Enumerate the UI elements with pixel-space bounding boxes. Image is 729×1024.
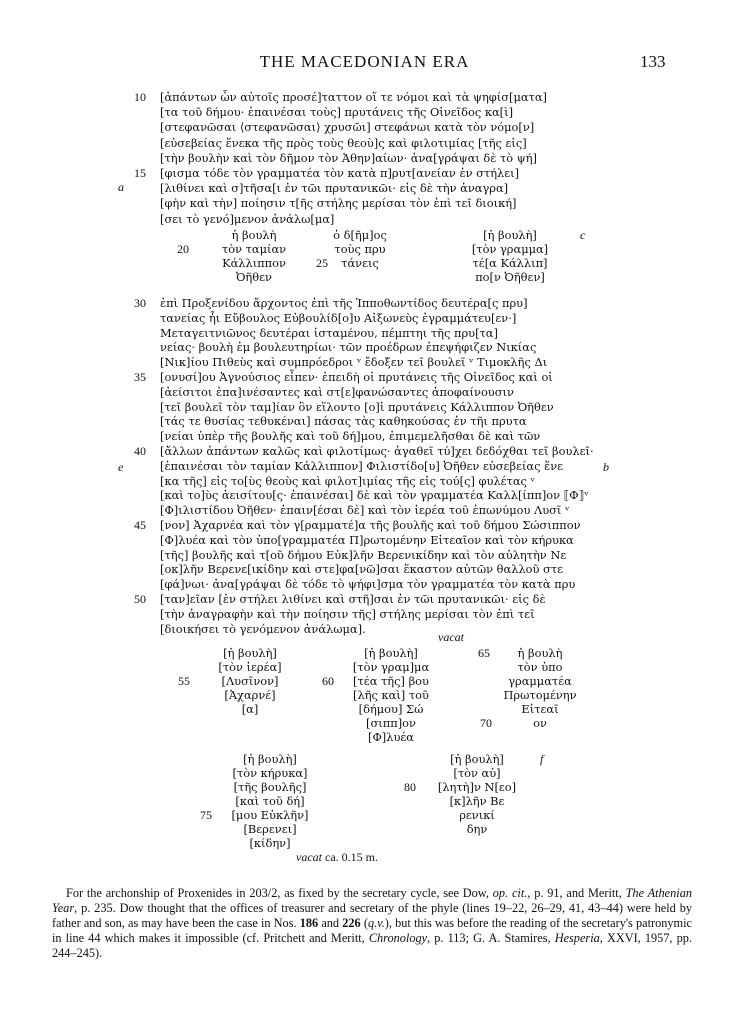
wreath-line: [ἡ βουλὴ]	[450, 752, 504, 766]
wreath-line: [τὸν κήρυκα]	[232, 766, 308, 780]
wreath-line: [καὶ τοῦ δή]	[235, 794, 305, 808]
inscription-line: [εὐσεβείας ἕνεκα τῆς πρὸς τοὺς θεοὺ]ς καὶ φιλοτιμίας [τῆς εἰς]	[160, 135, 527, 150]
line-number: 40	[134, 444, 146, 458]
line-number: 70	[480, 716, 492, 730]
wreath-priest	[195, 646, 305, 716]
line-number: 25	[316, 256, 328, 270]
wreath-line: [ἡ βουλὴ]	[243, 752, 297, 766]
wreath-line: [Φ]λυέα	[368, 730, 414, 744]
margin-letter-e: e	[118, 460, 124, 474]
page-number: 133	[640, 52, 666, 71]
inscription-line: νείας· βουλὴ ἐμ βουλευτηρίωι· τῶν προέδρων ἐπεψήφιζεν Νικίας	[160, 340, 537, 355]
vacat-label: vacat	[438, 630, 464, 644]
wreath-line: πο[ν Ὀῆθεν]	[475, 270, 545, 284]
running-header-title: THE MACEDONIAN ERA	[259, 52, 470, 71]
line-number: 75	[200, 808, 212, 822]
wreath-line: Πρωτομένην	[503, 688, 577, 702]
inscription-line: [Φ]λυέα καὶ τὸν ὑπο[γραμματέα Π]ρωτομένην Εἰτεαῖον καὶ τὸν κήρυκα	[160, 532, 574, 547]
wreath-line: [κ]λῆν Βε	[449, 794, 505, 808]
margin-letter-a: a	[118, 180, 124, 194]
commentary-segment: 186	[299, 916, 319, 930]
line-number: 45	[134, 518, 146, 532]
line-number: 35	[134, 370, 146, 384]
wreath-line: Εἰτεαῖ	[521, 702, 559, 716]
wreath-line: γραμματέα	[508, 674, 572, 688]
commentary-segment: , p. 91, and Meritt,	[527, 886, 626, 900]
inscription-line: [Φ]ιλιστίδου Ὀῆθεν· ἐπαιν[έσαι δὲ] καὶ τὸν ἱερέα τοῦ ἐπωνύμου Λυσῖ ᵛ	[160, 503, 570, 518]
wreath-line: [λητὴ]ν Ν[εο]	[437, 780, 517, 794]
wreath-line: [δήμου] Σώ	[358, 702, 424, 716]
inscription-line: [ἁπάντων ὧν αὐτοῖς προσέ]ταττον οἵ τε νόμοι καὶ τὰ ψηφίσ[ματα]	[160, 90, 547, 104]
line-number: 80	[404, 780, 416, 794]
inscription-line: [ἐπαινέσαι τὸν ταμίαν Κάλλιππον] Φιλιστίδο[υ] Ὀῆθεν εὐσεβείας ἕνε	[160, 458, 564, 473]
inscription-line: [φά]νωι· ἀνα[γράψαι δὲ τόδε τὸ ψήφι]σμα τὸν γραμματέα τὸν κατὰ πρυ	[160, 577, 576, 592]
margin-letter-c: c	[580, 228, 586, 242]
vacat-size: ca. 0.15 m.	[325, 850, 378, 864]
wreath-line: τὸν ταμίαν	[221, 242, 287, 256]
wreath-line: [τὸν γραμ]μα	[352, 660, 430, 674]
inscription-line: [τῆς] βουλῆς καὶ τ[οῦ δήμου Εὐκ]λῆν Βερενικίδην καὶ τὸν αὐλητὴν Νε	[160, 547, 567, 562]
commentary-segment: The Athenian Year	[52, 886, 693, 915]
inscription-line: [νον] Ἀχαρνέα καὶ τὸν γ[ραμματέ]α τῆς βουλῆς καὶ τοῦ δήμου Σώσιππον	[160, 518, 581, 532]
inscription-line: τανείας ἧι Εὔβουλος Εὐβουλίδ[ο]υ Αἰξωνεὺς ἐγραμμάτευ[εν·]	[160, 310, 517, 325]
line-number: 15	[134, 166, 146, 180]
inscription-line: [καὶ το]ὺς ἀεισίτου[ς· ἐπαινέσαι] δὲ καὶ τὸν γραμματέα Καλλ[ίππ]ον ⟦Φ⟧ᵛ	[160, 488, 589, 503]
inscription-line: [Νικ]ίου Πιθεὺς καὶ συμπρόεδροι ᵛ ἔδοξεν τεῖ βουλεῖ ᵛ Τιμοκλῆς Δι	[160, 355, 548, 370]
wreath-line: [Βερενει]	[243, 822, 297, 836]
inscription-line: [κα τῆς] εἰς το[ὺς θεοὺς καὶ φιλοτ]ιμίας τῆς εἰς τού[ς] φυλέτας ᵛ	[160, 473, 535, 488]
wreath-line: [τὸν ἱερέα]	[218, 660, 282, 674]
wreath-line: ὁ δ[ῆμ]ος	[333, 228, 387, 242]
line-number: 50	[134, 592, 146, 606]
inscription-line: [νείαι ὑπὲρ τῆς βουλῆς καὶ τοῦ δή]μου, ἐπιμεμελῆσθαι δὲ καὶ τῶν	[160, 429, 541, 444]
line-number: 55	[178, 674, 190, 688]
inscription-line: [τεῖ βουλεῖ τὸν ταμ]ίαν ὃν εἵλοντο [ο]ἱ πρυτάνεις Κάλλιππον Ὀῆθεν	[160, 399, 554, 414]
wreath-line: ον	[533, 716, 547, 730]
inscription-line: [ἀείσιτοι ἐπα]ινέσαντες καὶ στ[ε]φανώσαντες ἀποφαίνουσιν	[160, 384, 514, 399]
wreath-line: [Ἀχαρνέ]	[224, 688, 276, 702]
commentary-segment: For the archonship of Proxenides in 203/2, as fixed by the secretary cycle, see Dow,	[66, 886, 493, 900]
vacat-word: vacat	[296, 850, 322, 864]
margin-letter-b: b	[603, 460, 609, 474]
commentary-paragraph	[52, 886, 692, 961]
line-number: 10	[134, 90, 146, 104]
wreath-line: [τῆς βουλῆς]	[233, 780, 307, 794]
inscription-line: [τὴν βουλὴν καὶ τὸν δῆμον τὸν Ἀθην]αίων· ἀνα[γράψαι δὲ τὸ ψή]	[160, 150, 537, 165]
wreath-line: Ὀῆθεν	[236, 270, 272, 284]
inscription-line: ἐπὶ Προξενίδου ἄρχοντος ἐπὶ τῆς Ἱπποθωντίδος δευτέρα[ς πρυ]	[160, 296, 528, 310]
wreath-line: [λῆς καὶ] τοῦ	[353, 688, 429, 702]
commentary-segment: (	[360, 916, 368, 930]
wreath-line: [ἡ βουλὴ]	[364, 646, 418, 660]
wreath-line: [α]	[241, 702, 259, 716]
wreath-line: [ἡ βουλὴ]	[223, 646, 277, 660]
wreath-secretary-council	[336, 646, 446, 744]
line-number: 60	[322, 674, 334, 688]
wreath-line: τοὺς πρυ	[334, 242, 386, 256]
commentary-segment: 226	[342, 916, 361, 930]
line-number: 65	[478, 646, 490, 660]
commentary-segment: ), but this was before the reading of the secretary's patronymic in line 44 which makes it impossible (cf. Pritchett and Meritt,	[52, 916, 692, 945]
inscription-line: [φὴν καὶ τὴν] ποίησιν τ[ῆς στήλης μερίσαι τὸν ἐπὶ τεῖ διοική]	[160, 196, 517, 211]
inscription-line: [ονυσί]ου Ἀγνούσιος εἶπεν· ἐπειδὴ οἱ πρυτάνεις τῆς Οἰνεῖδος καὶ οἱ	[160, 370, 553, 384]
commentary-segment: and	[318, 916, 343, 930]
commentary-segment: , XXVI, 1957, pp. 244–245).	[52, 931, 692, 960]
wreath-line: [τέα τῆς] βου	[353, 674, 429, 688]
margin-letter-f: f	[540, 752, 544, 766]
commentary-segment: op. cit.	[492, 886, 528, 900]
wreath-line: [μου Εὐκλῆν]	[231, 808, 309, 822]
wreath-line: [ἡ βουλὴ]	[483, 228, 537, 242]
wreath-line: Κάλλιππον	[222, 256, 286, 270]
inscription-line: [σει τὸ γενό]μενον ἀνάλω[μα]	[160, 211, 335, 226]
inscription-line: [οκ]λῆν Βερενε[ικίδην καὶ στε]φα[νῶ]σαι ἕκαστον αὐτῶν θαλλοῦ στε	[160, 562, 564, 577]
wreath-line: ἡ βουλὴ	[517, 646, 563, 660]
vacat-measurement	[296, 850, 378, 865]
inscription-line: [λιθίνει καὶ σ]τῆσα[ι ἐν τῶι πρυτανικῶι· εἰς δὲ τὴν ἀναγρα]	[160, 181, 509, 196]
wreath-line: [Λυσῖνον]	[221, 674, 279, 688]
wreath-line: [σιππ]ον	[366, 716, 416, 730]
wreath-line: δην	[466, 822, 488, 836]
wreath-line: τάνεις	[341, 256, 379, 270]
inscription-line: [ἄλλων ἁπάντων καλῶς καὶ φιλοτίμως· ἀγαθεῖ τύ]χει δεδόχθαι τεῖ βουλεῖ·	[160, 444, 594, 458]
inscription-line: [τα τοῦ δήμου· ἐπαινέσαι τοὺς] πρυτάνεις τῆς Οἰνεῖδος κα[ὶ]	[160, 105, 514, 120]
wreath-line: τέ[α Κάλλιπ]	[472, 256, 548, 270]
line-number: 20	[177, 242, 189, 256]
wreath-line: τὸν ὑπο	[517, 660, 563, 674]
inscription-line: Μεταγειτνιῶνος δευτέραι ἱσταμένου, πέμπτηι τῆς πρυ[τα]	[160, 325, 498, 340]
wreath-line: ἡ βουλὴ	[231, 228, 277, 242]
inscription-line: [στεφανῶσαι ⟨στεφανῶσαι⟩ χρυσῶι] στεφάνωι κατὰ τὸν νόμο[ν]	[160, 120, 535, 135]
inscription-line: [διοικήσει τὸ γενόμενον ἀνάλωμα].	[160, 621, 366, 636]
wreath-flute-player	[422, 752, 532, 836]
wreath-treasurer	[204, 228, 304, 284]
wreath-line: [τὸν αὐ]	[453, 766, 501, 780]
inscription-line: [τὴν ἀναγραφὴν καὶ τὴν ποίησιν τῆς] στήλης μερίσαι τὸν ἐπὶ τεῖ	[160, 606, 535, 621]
wreath-line: [κίδην]	[249, 836, 291, 850]
commentary-segment: Hesperia	[554, 931, 600, 945]
line-number: 30	[134, 296, 146, 310]
wreath-herald	[215, 752, 325, 850]
commentary-segment: q.v.	[367, 916, 385, 930]
wreath-line: [τὸν γραμμα]	[471, 242, 549, 256]
commentary-segment: , p. 235. Dow thought that the offices of treasurer and secretary of the phyle (lines 19–22, 26–29, 41, 43–44) were held by father and son, as may have been the case in Nos.	[52, 901, 692, 930]
wreath-undersecretary	[485, 646, 595, 730]
inscription-line: [ταν]εῖαν [ἐν στήλει λιθίνει καὶ στῆ]σαι ἐν τῶι πρυτανικῶι· εἰς δὲ	[160, 592, 546, 606]
inscription-line: [τάς τε θυσίας τεθυκέναι] πάσας τὰς καθηκούσας ἐν τῆι πρυτα	[160, 414, 527, 429]
commentary-segment: Chronology	[368, 931, 428, 945]
commentary-segment: , p. 113; G. A. Stamires,	[427, 931, 555, 945]
wreath-line: ρενικί	[459, 808, 495, 822]
inscription-line: [φισμα τόδε τὸν γραμματέα τὸν κατὰ π]ρυτ[ανείαν ἐν στήλει]	[160, 166, 520, 180]
wreath-secretary	[460, 228, 560, 284]
